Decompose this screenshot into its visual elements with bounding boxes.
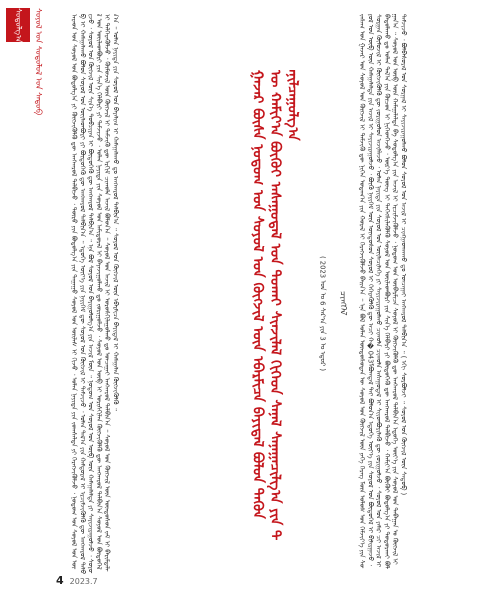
paragraph-line: ᠤᠷᠤᠰᠬᠢᠯᠠᠭᠤᠯᠬᠤ ᠳᠤ ᠣᠨᠴᠠᠭᠠᠢ ᠠᠩᠬᠠᠷᠤᠯ ᠲᠠᠯᠪᠢᠨ᠎ᠠ ᠃ ᠰᠤᠶᠤᠯ ᠤᠨ ᠬᠥᠭᠵᠢᠯ ᠦᠨ ᠦᠨᠳᠦᠰᠦᠨ ᠵᠠᠮ ᠢ ᠪᠠᠷᠢᠮᠲᠠᠯᠠᠨ᠎ᠠ ᠃	[103, 14, 120, 572]
paragraph-line: ᠰᠤᠶᠤᠯ ᠤᠨ ᠦᠢᠯᠡᠳᠪᠦᠷᠢ ᠶᠢᠨ ᠰᠢᠨ᠎ᠡ ᠬᠡᠯᠪᠡᠷᠢ ᠶᠢ ᠪᠦᠲᠦᠭᠡᠬᠦ ᠳᠦ ᠠᠨᠭᠬᠠᠷᠤᠯ ᠲᠠᠯᠪᠢᠵᠤ ᠂ ᠬᠠᠮᠢᠶ᠎ᠠ ᠪᠦᠬᠦᠢ ᠪᠣᠳᠣᠯᠭ᠎ᠠ ᠶᠢ ᠲᠣᠳᠣᠷᠬᠠᠢ ᠪᠤᠯᠭᠠᠨ᠎ᠠ ᠃	[382, 14, 400, 569]
section-tab	[6, 8, 30, 42]
paragraph-line: ᠣᠯᠠᠨ ᠨᠡᠶᠢᠲᠡ ᠶᠢᠨ ᠰᠤᠶᠤᠯ ᠤᠨ ᠪᠠᠶᠠᠯᠢᠭ ᠢ ᠬᠠᠮᠠᠭᠠᠯᠠᠬᠤ ᠳᠤ ᠠᠨᠭᠬᠠᠷᠤᠯ ᠲᠠᠯᠪᠢᠨ᠎ᠠ ᠃	[111, 31, 120, 231]
paragraph-line: ᠨᠤᠲᠤᠭ ᠤᠨ ᠰᠤᠶᠤᠯ ᠤᠨ ᠥᠪ ᠦᠨ ᠬᠠᠮᠠᠭᠠᠯᠠᠯᠲᠠ ᠶᠢ ᠰᠠᠶᠢᠵᠢᠷᠠᠭᠤᠯᠵᠤ ᠂ ᠰᠤᠶᠤᠯ ᠤᠨ ᠦᠢᠯᠡᠳᠪᠦᠷᠢ ᠶᠢᠨ ᠰᠢᠨ᠎ᠡ ᠬᠡᠯᠪᠡᠷᠢ ᠶᠢ ᠳᠡᠮᠵᠢᠵᠦ ᠂ ᠣᠯᠠᠨ ᠨᠡᠶᠢᠲᠡ	[86, 14, 103, 574]
date-text: ( 2023 ᠣᠨ ᠤ 6 ᠰᠠᠷ᠎ᠠ ᠶᠢᠨ 3 ᠤ ᠡᠳᠦᠷ )	[318, 256, 327, 371]
signature-text: ᠴᠢᠩᠭᠡᠯ	[337, 290, 348, 315]
title-line: ᠬᠢᠭᠡᠳ ᠰᠠᠨᠠᠯ ᠰᠠᠨᠠᠭᠠᠴᠢᠯᠭ᠎ᠠ ᠶᠢᠨ ᠲᠠᠨᠢᠯᠴᠠᠭᠤᠯᠭ᠎ᠠ	[267, 70, 301, 540]
paragraph-line: ᠬᠥᠭᠵᠢᠯ ᠦᠨ ᠰᠢᠨ᠎ᠡ ᠲᠣᠪᠴᠢᠶᠠᠨ ᠢ ᠪᠦᠲᠦᠭᠡᠬᠦ ᠳᠦ ᠠᠨᠭᠬᠠᠷᠤᠯ ᠲᠠᠯᠪᠢᠨ᠎ᠠ ᠃ ᠡᠨᠡ ᠪᠣᠯ ᠰᠤᠶᠤᠯ ᠤᠨ ᠪᠠᠶᠢᠭᠤᠯᠤᠯᠭ᠎ᠠ ᠶᠢᠨ ᠠᠵᠢᠯ ᠮᠥᠨ ᠃	[86, 61, 95, 379]
paragraph-line: ᠠᠷᠠᠳ ᠤᠨ ᠰᠤᠶᠤᠯ ᠤᠨ ᠪᠣᠳᠣᠯᠭ᠎ᠠ ᠶᠢ ᠬᠥᠭᠵᠢᠭᠦᠯᠬᠦ ᠳᠦ ᠠᠩᠬᠠᠷᠤᠯ ᠲᠠᠯᠪᠢᠵᠤ ᠂ ᠲᠥᠷᠦ ᠶᠢᠨ ᠪᠣᠳᠣᠯᠭ᠎ᠠ ᠶᠢᠨ ᠳᠠᠭᠠᠭᠤ ᠰᠤᠶᠤᠯ ᠤᠨ ᠦᠢᠯᠡᠰ ᠢ ᠬᠢᠵᠦ ᠂ ᠣᠯᠠᠨ ᠨᠡᠶᠢᠲᠡ ᠶᠢᠨ	[70, 14, 79, 420]
paragraph-line: ᠴᠢᠩᠭᠠᠳᠬᠠᠬᠤ ᠳᠤ ᠣᠨᠴᠠᠭᠠᠢ ᠠᠩᠬᠠᠷᠤᠯ ᠲᠠᠯᠪᠢᠨ᠎ᠠ ᠃ ( ᠡᠬᠢ ᠰᠤᠷᠪᠤᠯᠵᠢ ᠃ ᠰᠤᠶᠤᠯ ᠤᠨ ᠬᠥᠭᠵᠢᠯ ᠦᠨ ᠰᠡᠳᠦᠪ )	[399, 226, 408, 496]
section-header	[34, 8, 42, 148]
body-text-right-block	[358, 14, 472, 570]
page-footer	[56, 574, 98, 587]
article-title	[248, 70, 314, 540]
paragraph-line: ᠤᠯᠤᠰ ᠤᠨ ᠬᠡᠮᠵᠢᠶ᠎ᠡ ᠶᠢᠨ ᠰᠤᠶᠤᠯ ᠤᠨ ᠥᠪ ᠦᠨ ᠬᠠᠮᠠᠭᠠᠯᠠᠯᠲᠠ ᠶᠢᠨ ᠠᠵᠢᠯ ᠢ ᠰᠠᠶᠢᠵᠢᠷᠠᠭᠤᠯᠵᠤ ᠂ ᠪᠦᠬᠦ ᠨᠡᠶᠢᠭᠡᠮ ᠦᠨ ᠦᠨᠳᠦᠰᠦᠨ ᠰᠤᠶᠤᠯ ᠢ ᠭᠡᠭᠡᠷᠡᠭᠦᠯᠬᠦ ᠳᠦ ᠠᠴᠢ ᠬ�043ᠯᠪᠤᠭᠳᠠᠯ ᠲᠠᠢ ᠪᠣᠯᠤᠨ᠎ᠠ	[358, 14, 375, 568]
section-tab-label: ᠰᠤᠳᠤᠯᠭ᠎ᠠ	[14, 7, 23, 43]
paragraph-line: ᠰᠤᠶᠤᠯ ᠤᠨ ᠥᠪ ᠦᠨ ᠬᠠᠮᠠᠭᠠᠯᠠᠯᠲᠠ ᠪᠠ ᠰᠤᠳᠤᠯᠭ᠎ᠠ ᠶᠢᠨ ᠠᠵᠢᠯ ᠢ ᠡᠷᠴᠢᠮᠵᠢᠭᠦᠯᠵᠦ ᠂ ᠨᠤᠲᠤᠭ ᠤᠨ ᠥᠪᠡᠷᠮᠢᠴᠡ ᠰᠤᠶᠤᠯ ᠢ ᠬᠥᠭᠵᠢᠭᠦᠯᠬᠦ ᠳᠦ ᠠᠩᠬᠠᠷᠤᠯ ᠲᠠᠯᠪᠢᠨ᠎ᠠ	[391, 37, 400, 425]
paragraph-line: ᠡᠳᠦᠭᠡ ᠦᠶ᠎ᠡ ᠶᠢᠨ ᠰᠤᠶᠤᠯ ᠤᠨ ᠳᠠᠪᠠᠭᠠᠨ ᠤ ᠬᠥᠭᠵᠢᠯ ᠢ ᠳᠡᠮᠵᠢᠵᠦ ᠂ ᠪᠣᠯᠪᠠᠰᠤᠷᠠᠯ ᠤᠨ ᠰᠤᠷᠭᠠᠯ ᠢ ᠰᠠᠶᠢᠵᠢᠷᠠᠭᠤᠯᠬᠤ ᠪᠣᠯᠤᠨ ᠰᠤᠶᠤᠯ ᠤᠨ ᠠᠵᠢᠯ ᠢ	[391, 14, 408, 565]
body-text-left-block	[70, 14, 246, 574]
paragraph-line: ᠰᠤᠶᠤᠯ ᠤᠨ ᠬᠥᠭᠵᠢᠯ ᠦᠨ ᠡᠪᠡᠷᠮᠢᠴᠡ ᠪᠠᠶᠢᠳᠠᠯ ᠢ ᠬᠠᠮᠠᠭᠠᠯᠠᠨ ᠬᠥᠭᠵᠢᠭᠦᠯᠬᠦ ᠃	[111, 233, 120, 412]
paragraph-line: ᠵᠠᠰᠠᠭ ᠤᠨ ᠭᠠᠵᠠᠷ ᠤᠨ ᠰᠤᠶᠤᠯ ᠤᠨ ᠬᠥᠭᠵᠢᠯ ᠢ ᠳᠡᠮᠵᠢᠬᠦ ᠳᠦ ᠨᠢᠭᠡᠨ ᠤᠳᠠᠭ᠎ᠠ ᠶᠢᠨ ᠬᠤᠷᠠᠯ ᠢ ᠬᠡᠷᠡᠭᠵᠢᠭᠦᠯᠵᠦ ᠪᠠᠢᠨ᠎ᠠ ᠃ ᠡᠨᠡ ᠪᠣᠯ ᠣᠯᠠᠨ ᠦᠨᠳᠦᠰᠦᠲᠡᠨ ᠦ ᠰᠤᠶᠤᠯ ᠤᠨ ᠬᠥᠭᠵᠢᠯ ᠦᠨ ᠶᠡᠬᠡ ᠬᠡᠷᠡᠭ ᠮᠥᠨ	[358, 14, 367, 494]
paragraph-line: ᠡᠳᠦᠭᠡ ᠦᠶ᠎ᠡ ᠶᠢᠨ ᠰᠤᠶᠤᠯ ᠤᠨ ᠪᠦᠲᠦᠭᠡᠯ ᠢ ᠪᠢᠯᠢᠷᠭᠠᠵᠤ ᠂ ᠰᠤᠷᠭᠠᠨ ᠬᠦᠮᠦᠵᠢᠯ ᠢ ᠬᠥᠭᠵᠢᠭᠦᠯᠬᠦ ᠳᠦ ᠵᠣᠷᠢᠭᠤᠯᠤᠨ ᠠᠵᠢᠯᠯᠠᠵᠤ ᠂ ᠣᠯᠠᠨ ᠨᠡᠶᠢᠲᠡ ᠶᠢᠨ ᠰᠤᠶᠤᠯ ᠤᠨ ᠦᠢᠯᠡᠴᠢᠯᠡᠭᠡ ᠶᠢ ᠰᠠᠶᠢᠵᠢᠷᠠᠭᠤᠯᠬᠤ	[366, 14, 383, 566]
paragraph-line: ᠶᠢᠨ ᠰᠤᠶᠤᠯ ᠤᠨ ᠠᠮᠢᠳᠤᠷᠠᠯ ᠢ ᠪᠠᠶᠠᠵᠢᠭᠤᠯᠬᠤ ᠳᠤ ᠵᠣᠷᠢᠭᠤᠯᠵᠤ ᠂ ᠰᠤᠶᠤᠯ ᠤᠨ ᠥᠪ ᠢ ᠤᠷᠢᠰᠬᠢᠯᠠᠨ ᠬᠥᠭᠵᠢᠭᠦᠯᠬᠦ ᠳᠦ ᠠᠨᠭᠬᠠᠷᠤᠯ ᠲᠠᠯᠪᠢᠨ᠎ᠠ	[94, 183, 103, 514]
author-signature	[336, 290, 354, 350]
title-line: ᠭᠠᠵᠠᠷ ᠪᠦᠰᠡ ᠨᠤᠲᠤᠭ ᠤᠨ ᠰᠤᠶᠤᠯ ᠤᠨ ᠬᠥᠭᠵᠢᠯ ᠦᠨ ᠡᠪᠡᠷᠮᠢᠴᠡ ᠪᠠᠶᠢᠳᠠᠯ	[249, 70, 266, 448]
paragraph-line: ᠵᠣᠭᠰᠠᠯᠲᠠ ᠶᠢ ᠬᠡᠷᠡᠭᠵᠢᠭᠦᠯᠵᠦ ᠂ ᠨᠤᠲᠤᠭ ᠤᠨ ᠰᠤᠶᠤᠯ ᠤᠨ ᠥᠪ ᠢ ᠬᠠᠮᠠᠭᠠᠯᠠᠬᠤ ᠪᠣᠯᠤᠨ ᠰᠤᠶᠤᠯ ᠤᠨ ᠦᠢᠯᠡᠳᠪᠦᠷᠢ ᠶᠢ ᠪᠦᠲᠦᠭᠡᠬᠦ ᠳᠦ ᠠᠨᠭᠬᠠᠷᠤᠯ ᠲᠠᠯᠪᠢᠨ᠎ᠠ ᠃	[70, 14, 87, 570]
publication-date	[318, 256, 332, 406]
title-line: ᠪᠣᠯᠤᠨ ᠲᠡᠭᠦᠨ ᠦ ᠬᠠᠮᠢᠶ᠎ᠠ ᠪᠦᠬᠦᠢ ᠠᠰᠠᠭᠤᠳᠠᠯ ᠤᠨ ᠲᠤᠬᠠᠢ ᠰᠢᠨᠵᠢᠯᠡᠯ	[249, 70, 283, 519]
paragraph-line: ᠡᠳᠦᠭᠡ ᠦᠶ᠎ᠡ ᠶᠢᠨ ᠨᠡᠶᠢᠭᠡᠮ ᠳᠦ ᠰᠤᠶᠤᠯ ᠤᠨ ᠬᠥᠭᠵᠢᠯ ᠢ ᠳᠡᠮᠵᠢᠵᠦ ᠂ ᠣᠯᠠᠨ ᠲᠠᠯ᠎ᠠ ᠶᠢᠨ ᠬᠠᠮᠲᠤᠷᠠᠯ ᠢ ᠡᠷᠴᠢᠮᠵᠢᠭᠦᠯᠬᠦ ᠳᠦ ᠠᠨᠭᠬᠠᠷᠤᠯ ᠲᠠᠯᠪᠢᠵᠤ ᠂ ᠰᠤᠶᠤᠯ ᠤᠨ	[78, 14, 95, 574]
paragraph-line: ᠰᠤᠶᠤᠯ ᠤᠨ ᠪᠦᠲᠦᠭᠡᠯ ᠢ ᠳᠡᠯᠭᠡᠷᠡᠭᠦᠯᠵᠦ ᠂ ᠬᠦᠮᠦᠵᠢᠯ ᠦᠨ ᠬᠥᠭᠵᠢᠯ ᠢ ᠳᠡᠮᠵᠢᠬᠦ ᠳᠦ ᠡᠷᠬᠢᠮ ᠴᠢᠬᠤᠯᠠ ᠠᠵᠢᠯ ᠪᠣᠯᠤᠨ᠎ᠠ ᠃ ᠰᠤᠶᠤᠯ ᠤᠨ ᠠᠵᠢᠯ ᠢ	[94, 14, 112, 570]
issue-date: 2023.7	[69, 577, 98, 586]
paragraph-line: ᠴᠢᠬᠤᠯᠠ ᠴᠢᠬᠤᠯᠠ ᠠᠰᠠᠭᠤᠳᠠᠯ ᠢ ᠰᠢᠢᠳᠪᠦᠷᠢᠯᠡᠬᠦ ᠳᠦ ᠵᠣᠷᠢᠭᠤᠯᠵᠤ ᠂ ᠰᠤᠶᠤᠯ ᠤᠨ ᠶᠠᠮᠠᠷ ᠴᠢ ᠠᠵᠢᠯ ᠢ ᠪᠠᠲᠤᠯᠠᠬᠤ ᠳᠤ ᠣᠯᠠᠨ ᠲᠠᠯ᠎ᠠ ᠶᠢᠨ ᠬᠦᠴᠦᠨ ᠢ ᠨᠢᠭᠡᠳᠬᠡᠵᠦ ᠂ ᠦᠷ᠎ᠡ ᠳᠦᠩ ᠢ ᠳᠡᠭᠡᠭᠰᠢᠯᠡᠭᠦᠯᠬᠦ	[374, 14, 391, 568]
page-number: 4	[56, 574, 64, 587]
section-header-label: ᠰᠣᠶᠣᠯ ᠤᠨ ᠰᠤᠳᠤᠯᠤᠯ ᠤᠨ ᠰᠡᠳᠦᠪ	[34, 8, 43, 116]
